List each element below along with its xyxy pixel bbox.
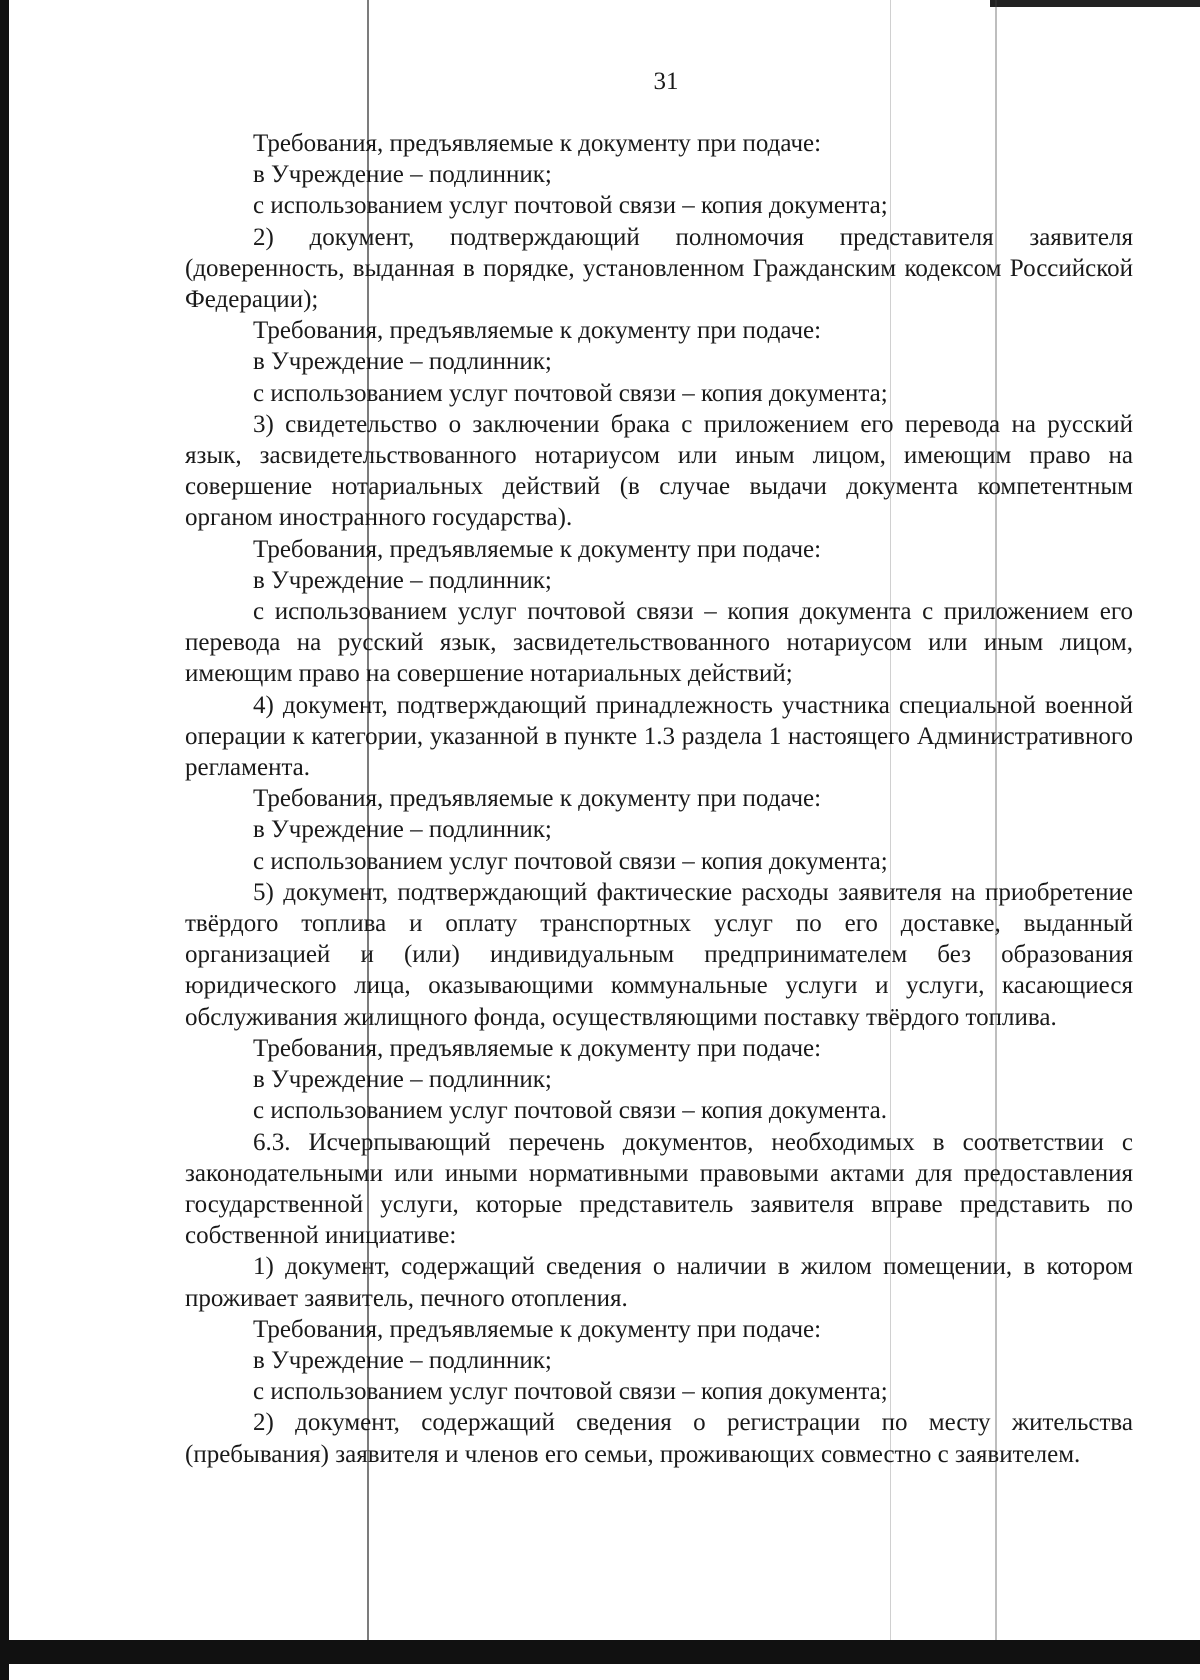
page-number: 31 <box>653 68 679 95</box>
paragraph: с использованием услуг почтовой связи – копия документа; <box>253 192 888 220</box>
paragraph: 5) документ, подтверждающий фактические расходы заявителя на приобретение твёрдого топлива и оплату транспортных услуг по его доставке, выданный организацией и (или) индивидуальным предпринимателем без образования юридического лица, оказывающими коммунальные услуги и услуги, касающиеся обслуживания жилищного фонда, осуществляющими поставку твёрдого топлива. <box>185 878 1133 1031</box>
paragraph: 3) свидетельство о заключении брака с приложением его перевода на русский язык, засвидетельствованного нотариусом или иным лицом, имеющим право на совершение нотариальных действий (в случае выдачи документа компетентным органом иностранного государства). <box>185 410 1133 532</box>
scan-bottom-edge <box>0 1640 1200 1664</box>
paragraph: Требования, предъявляемые к документу при подаче: <box>253 1034 822 1062</box>
paragraph: Требования, предъявляемые к документу при подаче: <box>253 130 822 157</box>
scan-top-edge <box>990 0 1200 7</box>
document-body <box>185 128 1133 1470</box>
paragraph: в Учреждение – подлинник; <box>253 348 552 376</box>
paragraph: с использованием услуг почтовой связи – копия документа с приложением его перевода на русский язык, засвидетельствованного нотариусом или иным лицом, имеющим право на совершение нотариальных действий; <box>185 598 1133 688</box>
paragraph: в Учреждение – подлинник; <box>253 816 552 844</box>
paragraph: Требования, предъявляемые к документу при подаче: <box>253 535 822 563</box>
paragraph: 2) документ, содержащий сведения о регистрации по месту жительства (пребывания) заявителя и членов его семьи, проживающих совместно с заявителем. <box>185 1409 1133 1468</box>
paragraph: Требования, предъявляемые к документу при подаче: <box>253 785 822 813</box>
paragraph: Требования, предъявляемые к документу при подаче: <box>253 317 822 345</box>
paragraph: в Учреждение – подлинник; <box>253 1346 552 1374</box>
paragraph: 6.3. Исчерпывающий перечень документов, необходимых в соответствии с законодательными или иными нормативными правовыми актами для предоставления государственной услуги, которые представитель заявителя вправе представить по собственной инициативе: <box>185 1128 1133 1250</box>
paragraph: с использованием услуг почтовой связи – копия документа; <box>253 847 888 875</box>
paragraph: с использованием услуг почтовой связи – копия документа; <box>253 1378 888 1406</box>
paragraph: 4) документ, подтверждающий принадлежность участника специальной военной операции к категории, указанной в пункте 1.3 раздела 1 настоящего Административного регламента. <box>185 691 1133 782</box>
scan-left-edge <box>0 0 9 1680</box>
paragraph: 1) документ, содержащий сведения о наличии в жилом помещении, в котором проживает заявитель, печного отопления. <box>185 1253 1133 1312</box>
paragraph: с использованием услуг почтовой связи – копия документа; <box>253 379 888 407</box>
paragraph: в Учреждение – подлинник; <box>253 161 552 189</box>
paragraph: 2) документ, подтверждающий полномочия представителя заявителя (доверенность, выданная в порядке, установленном Гражданским кодексом Российской Федерации); <box>185 223 1133 314</box>
paragraph: с использованием услуг почтовой связи – копия документа. <box>253 1097 887 1125</box>
paragraph: в Учреждение – подлинник; <box>253 566 552 594</box>
paragraph: в Учреждение – подлинник; <box>253 1066 552 1094</box>
paragraph: Требования, предъявляемые к документу при подаче: <box>253 1315 822 1343</box>
